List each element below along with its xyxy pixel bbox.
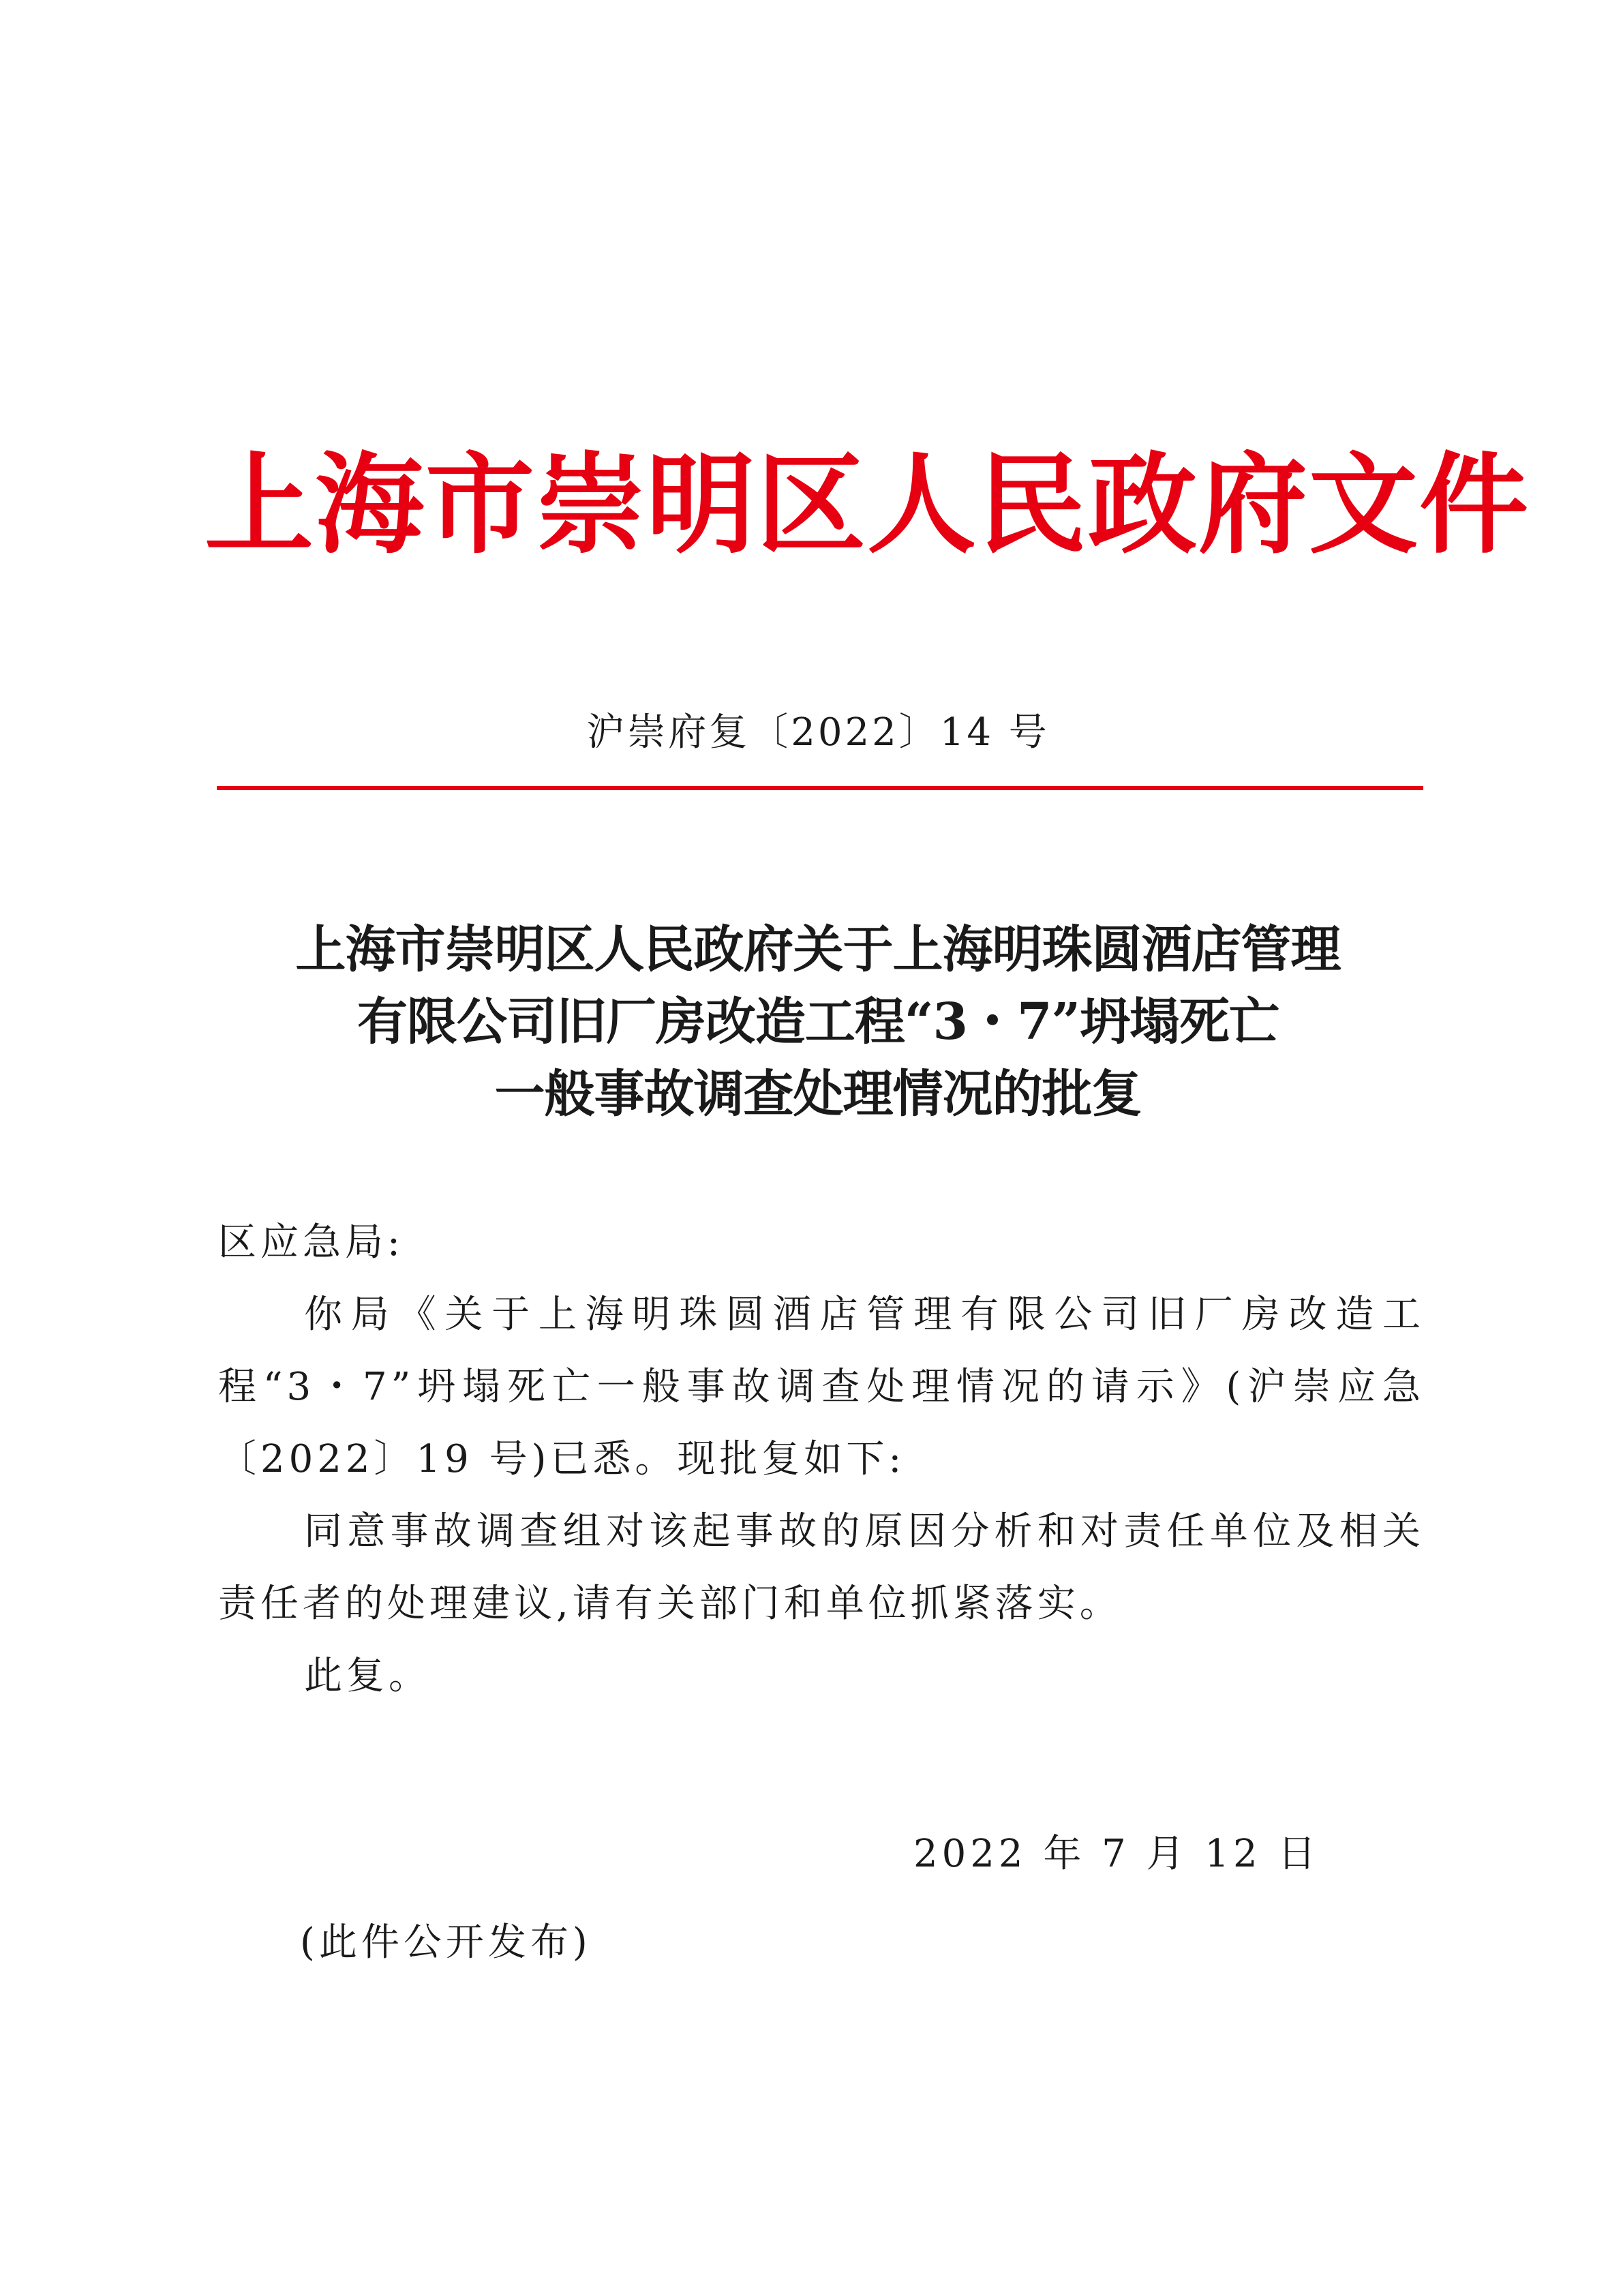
salutation: 区应急局: — [218, 1220, 404, 1265]
issuer-title: 上海市崇明区人民政府文件 — [204, 440, 1530, 569]
body-paragraph-1: 你局《关于上海明珠圆酒店管理有限公司旧厂房改造工程“3・7”坍塌死亡一般事故调查处理情况的请示》(沪崇应急〔2022〕19 号)已悉。现批复如下: — [218, 1293, 1425, 1481]
document-title — [204, 913, 1431, 1130]
document-number: 沪崇府复〔2022〕14 号 — [586, 710, 1050, 755]
title-line-3: 一般事故调查处理情况的批复 — [494, 1065, 1142, 1123]
issue-date: 2022 年 7 月 12 日 — [913, 1832, 1320, 1876]
release-note: (此件公开发布) — [300, 1920, 592, 1965]
title-line-1: 上海市崇明区人民政府关于上海明珠圆酒店管理 — [295, 920, 1341, 979]
title-line-2: 有限公司旧厂房改造工程“3・7”坍塌死亡 — [357, 993, 1279, 1051]
red-separator-line — [217, 786, 1423, 790]
body-paragraph-2: 同意事故调查组对该起事故的原因分析和对责任单位及相关责任者的处理建议,请有关部门和单位抓紧落实。 — [218, 1509, 1425, 1626]
document-body — [218, 1207, 1425, 1712]
body-paragraph-3: 此复。 — [304, 1654, 431, 1698]
